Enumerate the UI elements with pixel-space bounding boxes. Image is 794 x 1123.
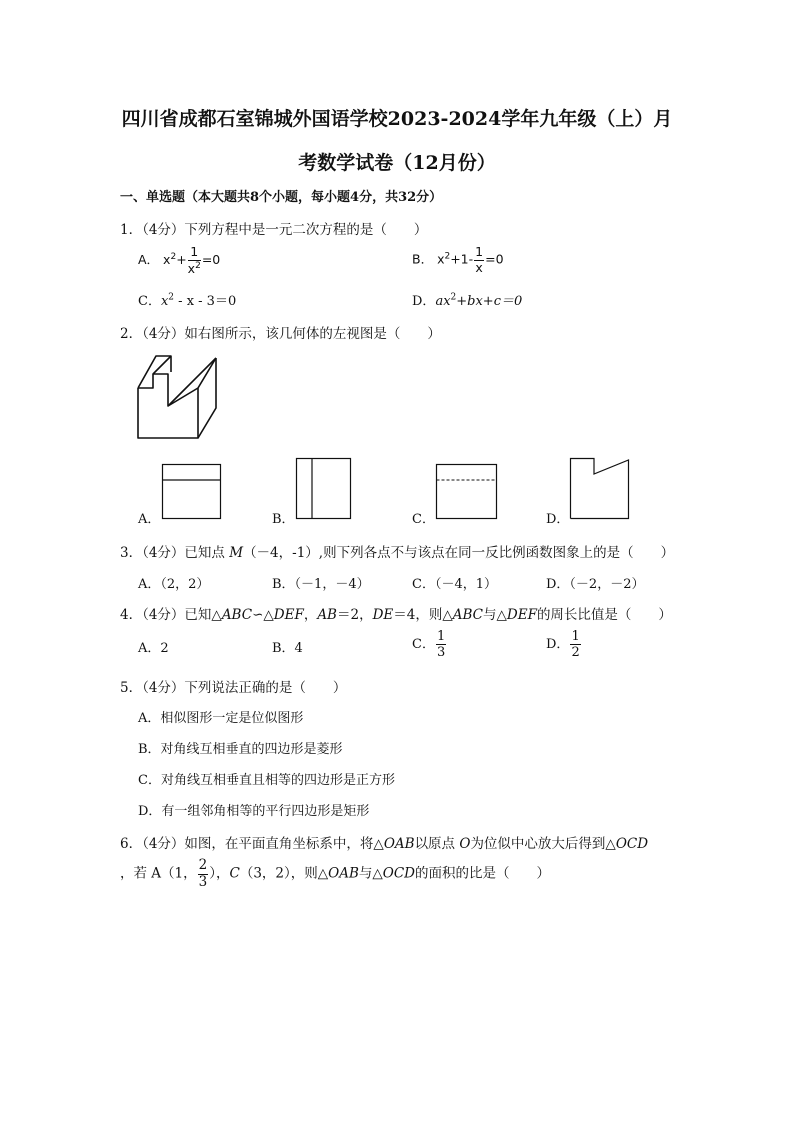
q1-d-tail: +bx+c＝0: [456, 294, 523, 309]
q4-d-num: 1: [571, 629, 580, 644]
q6-line1-post: 为位似中心放大后得到△: [470, 836, 616, 852]
q1-a-sup: 2: [170, 251, 177, 262]
q1-b-tail: =0: [485, 251, 504, 267]
q4-def: DEF: [273, 607, 304, 623]
section-heading: 一、单选题（本大题共8个小题，每小题4分，共32分）: [120, 190, 443, 205]
q4-c-den: 3: [436, 645, 446, 660]
q6-line2-mid: ），: [209, 865, 230, 882]
q1-a-den: x: [187, 260, 196, 276]
q4-d-den: 2: [571, 645, 580, 660]
q4-abc2: ABC: [452, 607, 483, 623]
q1-c-sup: 2: [168, 292, 175, 303]
q4-c-fraction: [436, 630, 446, 659]
q5-option-c[interactable]: C．对角线互相垂直且相等的四边形是正方形: [138, 773, 395, 788]
q4-option-b[interactable]: B．4: [272, 641, 303, 656]
q5-option-b[interactable]: B．对角线互相垂直的四边形是菱形: [138, 742, 343, 757]
q1-a-num: 1: [188, 246, 201, 261]
q1-b-fraction: [474, 246, 484, 274]
q1-a-x: x: [163, 252, 171, 268]
q3-option-d[interactable]: D．（－2，－2）: [546, 577, 645, 592]
q1-c-label: C．: [138, 294, 161, 309]
q6-frac-num: 2: [198, 857, 208, 873]
q6-stem-line2: [120, 859, 550, 889]
q6-c: C: [229, 865, 240, 882]
q1-c-x: x: [160, 294, 169, 309]
q6-line1-mid: 以原点: [414, 836, 460, 852]
q2-option-c-label[interactable]: C．: [412, 512, 435, 527]
q3-stem: [120, 541, 674, 561]
q1-a-tail: =0: [201, 252, 221, 268]
q1-stem: 1．（4分）下列方程中是一元二次方程的是（ ）: [120, 222, 428, 238]
q1-b-den: x: [475, 259, 483, 275]
q4-d-fraction: [570, 630, 580, 659]
q3-option-a[interactable]: A．（2，2）: [138, 577, 210, 592]
q1-d-ax: ax: [435, 294, 451, 309]
q1-option-d[interactable]: [412, 290, 522, 309]
q3-point-m: M: [229, 545, 244, 561]
q4-option-c[interactable]: [412, 630, 447, 659]
q3-stem-post: （－4，-1）,则下列各点不与该点在同一反比例函数图象上的是（ ）: [243, 545, 675, 561]
q2-option-a-figure: [162, 464, 222, 520]
q2-solid-figure: [130, 350, 250, 450]
q4-option-d[interactable]: [546, 630, 582, 659]
q4-stem-post: 的周长比值是（ ）: [536, 607, 672, 623]
q2-option-d-label[interactable]: D．: [546, 512, 570, 527]
q6-stem-line1: [120, 832, 648, 852]
q6-oab2: OAB: [328, 865, 359, 882]
solid-right-face: [198, 358, 216, 438]
q4-c-label: C．: [412, 637, 435, 652]
q6-ocd2: OCD: [382, 865, 416, 882]
q1-b-x: x: [437, 251, 445, 267]
q1-d-sup: 2: [450, 292, 457, 303]
q1-option-c[interactable]: [138, 290, 236, 309]
q6-line2-c: （3，2），则△: [239, 865, 329, 882]
q6-oab: OAB: [383, 836, 415, 852]
q4-sim: ∽△: [252, 607, 274, 623]
q4-ab-val: ＝2，: [336, 607, 373, 623]
solid-right-slope: [168, 358, 216, 406]
q5-option-d[interactable]: D．有一组邻角相等的平行四边形是矩形: [138, 804, 370, 819]
q1-a-label: A．: [138, 252, 160, 268]
solid-notch-depth: [153, 356, 171, 374]
exam-title-line1: 四川省成都石室锦城外国语学校2023-2024学年九年级（上）月: [121, 108, 673, 130]
q6-o: O: [459, 836, 471, 852]
q1-a-den-sup: 2: [195, 260, 201, 271]
q6-line2-post: 的面积的比是（ ）: [415, 865, 551, 882]
q4-c-num: 1: [436, 629, 446, 644]
q3-option-c[interactable]: C．（－4，1）: [412, 577, 497, 592]
q6-fraction: [198, 859, 209, 889]
q4-with: 与△: [483, 607, 507, 623]
q2-option-c-figure: [436, 464, 498, 520]
q5-stem: 5．（4分）下列说法正确的是（ ）: [120, 680, 347, 696]
q1-b-num: 1: [475, 244, 484, 259]
q5-option-a[interactable]: A．相似图形一定是位似图形: [138, 711, 304, 726]
q4-abc: ABC: [221, 607, 253, 623]
q6-with: 与△: [358, 865, 383, 882]
solid-front-notch: [138, 374, 198, 406]
q2-stem: 2．（4分）如右图所示，该几何体的左视图是（ ）: [120, 326, 441, 342]
q4-stem-pre: 4．（4分）已知△: [120, 607, 222, 623]
q4-ab: AB: [317, 607, 337, 623]
q4-sep: ，: [303, 607, 318, 623]
q1-d-label: D．: [412, 294, 436, 309]
q6-ocd: OCD: [615, 836, 649, 852]
q1-b-label: B．: [412, 251, 434, 267]
q1-a-fraction: [188, 246, 201, 275]
q3-option-b[interactable]: B．（－1，－4）: [272, 577, 370, 592]
q2-option-a-label[interactable]: A．: [138, 512, 161, 527]
q6-line1-pre: 6．（4分）如图，在平面直角坐标系中，将△: [120, 836, 384, 852]
q2-option-d-figure: [570, 458, 630, 520]
q2-option-b-label[interactable]: B．: [272, 512, 295, 527]
q4-stem: [120, 603, 672, 623]
q1-b-sup: 2: [444, 251, 451, 262]
q4-d-label: D．: [546, 637, 570, 652]
q6-line2-pre: ，若 A（1，: [120, 865, 197, 882]
q1-a-plus: +: [176, 252, 187, 268]
q1-option-b[interactable]: [412, 246, 504, 274]
q1-option-a[interactable]: [138, 246, 220, 275]
q4-de-val: ＝4，则△: [393, 607, 453, 623]
q6-frac-den: 3: [198, 873, 208, 890]
exam-title-line2: 考数学试卷（12月份）: [298, 152, 496, 174]
q3-stem-pre: 3．（4分）已知点: [120, 545, 230, 561]
q1-b-mid: +1-: [450, 251, 474, 267]
q4-option-a[interactable]: A．2: [138, 641, 169, 656]
q4-de: DE: [372, 607, 394, 623]
q1-c-tail: - x - 3＝0: [174, 294, 237, 309]
q2-option-b-figure: [296, 458, 352, 520]
q4-def2: DEF: [506, 607, 537, 623]
